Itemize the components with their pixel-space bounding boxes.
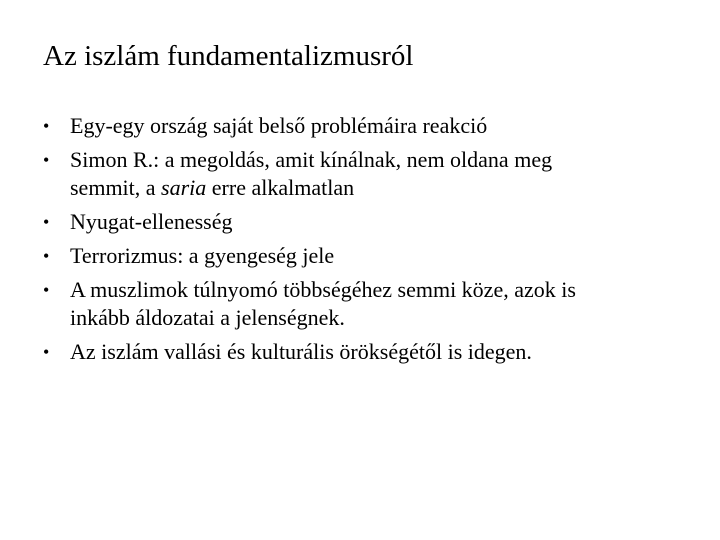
bullet-text: Nyugat-ellenesség bbox=[70, 209, 233, 234]
bullet-item bbox=[43, 338, 683, 366]
bullet-item bbox=[43, 276, 683, 332]
bullet-icon: • bbox=[43, 342, 50, 362]
bullet-item bbox=[43, 242, 683, 270]
bullet-text: Terrorizmus: a gyengeség jele bbox=[70, 243, 335, 268]
bullet-icon: • bbox=[43, 246, 50, 266]
bullet-item bbox=[43, 208, 683, 236]
bullet-text-part: erre alkalmatlan bbox=[206, 175, 355, 200]
italic-term: saria bbox=[161, 175, 207, 200]
bullet-text: Simon R.: a megoldás, amit kínálnak, nem oldana meg bbox=[70, 147, 553, 172]
bullet-icon: • bbox=[43, 116, 50, 136]
bullet-text-continued bbox=[70, 174, 683, 202]
bullet-text: A muszlimok túlnyomó többségéhez semmi köze, azok is bbox=[70, 277, 576, 302]
bullet-list bbox=[43, 112, 683, 372]
bullet-item bbox=[43, 112, 683, 140]
bullet-icon: • bbox=[43, 280, 50, 300]
bullet-item bbox=[43, 146, 683, 202]
bullet-text-continued: inkább áldozatai a jelenségnek. bbox=[70, 305, 345, 330]
bullet-text: Egy-egy ország saját belső problémáira reakció bbox=[70, 113, 488, 138]
bullet-text-part: semmit, a bbox=[70, 175, 162, 200]
slide-title: Az iszlám fundamentalizmusról bbox=[43, 40, 414, 72]
bullet-icon: • bbox=[43, 212, 50, 232]
bullet-text: Az iszlám vallási és kulturális örökségétől is idegen. bbox=[70, 339, 532, 364]
bullet-icon: • bbox=[43, 150, 50, 170]
